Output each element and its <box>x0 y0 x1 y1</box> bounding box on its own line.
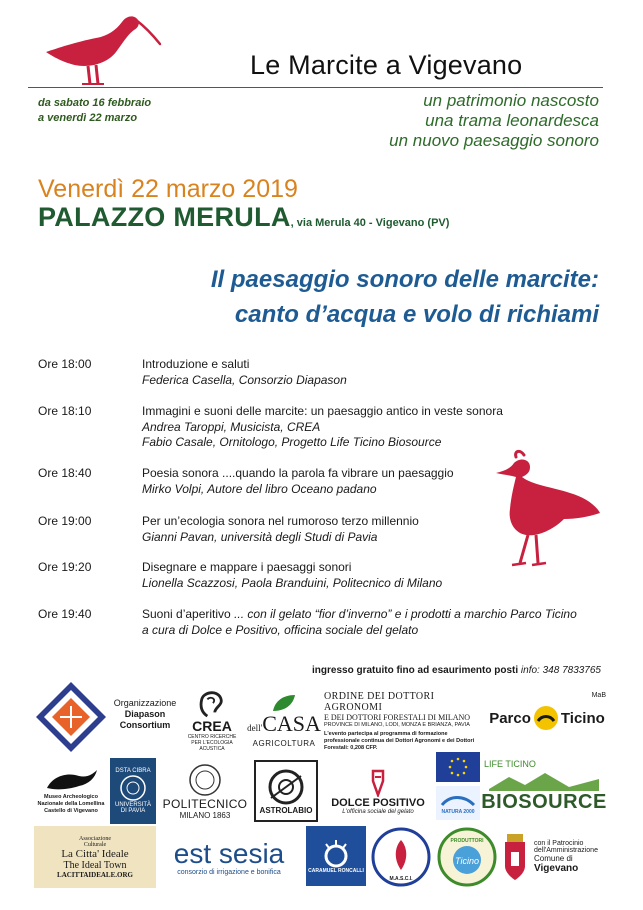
program-time: Ore 18:10 <box>38 404 92 418</box>
diapason-diamond-icon <box>34 680 108 754</box>
casa-sub: AGRICOLTURA <box>252 738 316 748</box>
subtitle-line-1: Il paesaggio sonoro delle marcite: <box>210 266 599 293</box>
diapason-organizer <box>110 693 180 735</box>
patronage-line-3: Comune di <box>534 854 573 863</box>
program-speaker: Mirko Volpi, Autore del libro Oceano padano <box>142 482 377 496</box>
university-seal-icon <box>119 774 147 802</box>
dolce-tagline: L'officina sociale del gelato <box>342 809 414 815</box>
venue-address: , via Merula 40 - Vigevano (PV) <box>290 217 450 229</box>
program-title: Immagini e suoni delle marcite: un paesaggio antico in veste sonora <box>142 404 503 418</box>
program-speaker: a cura di Dolce e Positivo, officina sociale del gelato <box>142 623 419 637</box>
mab-label: MaB <box>591 692 606 699</box>
program-title-extra: ... con il gelato “fior d’inverno” e i prodotti a marchio Parco Ticino <box>230 607 577 621</box>
program-title: Disegnare e mappare i paesaggi sonori <box>142 560 352 574</box>
life-ticino-biosource-logo <box>481 752 607 820</box>
page-title: Le Marcite a Vigevano <box>250 50 523 80</box>
program-time: Ore 19:00 <box>38 514 92 528</box>
est-sesia-tagline: consorzio di irrigazione e bonifica <box>177 868 281 876</box>
eu-flag-logo <box>436 752 480 782</box>
astrolabio-logo <box>254 760 318 822</box>
ordine-note: L'evento partecipa al programma di formazione professionale continua dei Dottori Agronomi e dei Dottori Forestali: 0,208 CFP. <box>324 730 475 751</box>
ordine-line-3: PROVINCE DI MILANO, LODI, MONZA E BRIANZA, PAVIA <box>324 721 470 728</box>
unipv-name-1: UNIVERSITÀ <box>114 802 151 808</box>
citta-line-4: The Ideal Town <box>63 859 127 871</box>
citta-line-1: Associazione <box>79 835 111 842</box>
program-speaker: Fabio Casale, Ornitologo, Progetto Life Ticino Biosource <box>142 435 442 449</box>
masci-logo <box>370 826 432 888</box>
leaf-icon <box>269 693 299 713</box>
polimi-year: MILANO 1863 <box>179 810 231 820</box>
tagline-line-3: un nuovo paesaggio sonoro <box>389 131 599 150</box>
citta-ideale-logo <box>34 826 156 888</box>
casa-agricoltura-logo <box>246 690 322 750</box>
citta-line-3: La Citta' Ideale <box>61 847 129 860</box>
citta-line-2: Culturale <box>83 841 107 848</box>
venue-line <box>38 202 449 233</box>
patronage-city: Vigevano <box>534 863 579 874</box>
lapwing-bird-illustration <box>480 445 605 575</box>
consorzio-label: PRODUTTORI <box>450 838 484 844</box>
program-title-main: Suoni d’aperitivo <box>142 607 231 621</box>
program-time: Ore 18:40 <box>38 466 92 480</box>
crea-subtitle: CENTRO RICERCHE PER L'ECOLOGIA ACUSTICA <box>187 734 237 752</box>
venue-name: PALAZZO MERULA <box>38 202 291 232</box>
program-speaker: Lionella Scazzosi, Paola Branduini, Politecnico di Milano <box>142 576 443 590</box>
program-title: Poesia sonora ....quando la parola fa vibrare un paesaggio <box>142 466 454 480</box>
tagline-line-1: un patrimonio nascosto <box>423 91 599 110</box>
parco-word: Parco <box>489 709 531 727</box>
program-speaker: Federica Casella, Consorzio Diapason <box>142 373 347 387</box>
museo-line-2: Nazionale della Lomellina <box>37 800 105 807</box>
entry-free: ingresso gratuito fino ad esaurimento posti <box>312 665 519 676</box>
natura-label: NATURA 2000 <box>441 809 475 815</box>
program-speaker: Andrea Taroppi, Musicista, CREA <box>142 420 321 434</box>
museo-line-3: Castello di Vigevano <box>44 807 98 814</box>
program-speaker: Gianni Pavan, università degli Studi di Pavia <box>142 530 378 544</box>
caramuel-logo <box>306 826 366 886</box>
est-sesia-logo <box>158 828 300 886</box>
caramuel-name: CARAMUEL RONCALLI <box>308 868 364 874</box>
ordine-line-2: E DEI DOTTORI FORESTALI DI MILANO <box>324 712 471 722</box>
masci-label: M.A.S.C.I. <box>389 876 413 882</box>
natura-icon <box>440 791 476 809</box>
polimi-seal-icon <box>188 763 222 797</box>
tagline-line-2: una trama leonardesca <box>425 111 599 130</box>
ear-icon <box>195 690 229 718</box>
biosource-name: BIOSOURCE <box>481 790 607 813</box>
organizer-name: Diapason <box>124 708 166 719</box>
museo-line-1: Museo Archeologico <box>44 793 98 800</box>
program-time: Ore 19:40 <box>38 607 92 621</box>
program-title: Per un’ecologia sonora nel rumoroso terzo millennio <box>142 514 419 528</box>
city-crest-icon <box>501 832 529 882</box>
unipv-name-2: DI PAVIA <box>120 808 146 814</box>
consorzio-ticino: Ticino <box>455 856 479 866</box>
crea-logo <box>182 690 242 752</box>
landscape-icon <box>489 769 599 791</box>
citta-url: LACITTAIDEALE.ORG <box>57 870 133 879</box>
ticino-word: Ticino <box>560 709 605 727</box>
museo-logo <box>34 760 108 820</box>
date-range-end: a venerdì 22 marzo <box>38 112 138 124</box>
bird-silhouette-icon <box>43 766 99 794</box>
casa-prefix: dell' <box>247 722 263 733</box>
patronage-line-1: con il Patrocinio <box>534 840 584 847</box>
program-time: Ore 19:20 <box>38 560 92 574</box>
dolce-name: DOLCE POSITIVO <box>331 797 425 809</box>
patronage-line-2: dell'Amministrazione <box>534 847 598 854</box>
organizer-name-2: Consortium <box>119 719 171 730</box>
casa-main: CASA <box>262 710 321 736</box>
date-range <box>38 96 151 126</box>
gear-icon <box>318 838 354 868</box>
consorzio-produttori-logo <box>436 826 498 888</box>
astrolabio-name: ASTROLABIO <box>259 805 313 815</box>
entry-phone: info: 348 7833765 <box>520 665 601 676</box>
astrolabe-icon <box>265 768 307 806</box>
program-title <box>142 607 577 621</box>
dolce-positivo-logo <box>328 760 428 822</box>
subtitle-line-2: canto d’acqua e volo di richiami <box>234 301 599 328</box>
gelato-icon <box>367 767 389 797</box>
event-subtitle <box>211 262 599 332</box>
comune-vigevano-patronage <box>534 832 610 882</box>
crea-name: CREA <box>192 718 232 734</box>
natura-2000-logo <box>436 786 480 820</box>
parco-ticino-logo <box>486 690 608 746</box>
program-title: Introduzione e saluti <box>142 357 250 371</box>
entry-info <box>312 665 601 676</box>
casa-word <box>247 710 321 739</box>
unipv-dept: DSTA CIBRA <box>115 768 151 774</box>
organizer-label: Organizzazione <box>113 697 177 708</box>
parco-emblem-icon <box>533 705 559 731</box>
eu-stars-icon <box>443 755 473 779</box>
curlew-bird-illustration <box>38 8 163 88</box>
tagline <box>389 91 599 151</box>
event-date: Venerdì 22 marzo 2019 <box>38 175 298 203</box>
ordine-agronomi-logo <box>324 692 484 750</box>
diapason-logo <box>34 680 108 754</box>
polimi-logo <box>160 758 250 824</box>
title-divider <box>28 87 603 88</box>
program-time: Ore 18:00 <box>38 357 92 371</box>
comune-vigevano-crest <box>500 828 530 886</box>
life-ticino-label: LIFE TICINO <box>484 758 536 769</box>
est-sesia-name: est sesia <box>173 837 285 869</box>
polimi-name: POLITECNICO <box>162 796 248 811</box>
ordine-line-1: ORDINE DEI DOTTORI AGRONOMI <box>324 690 435 713</box>
date-range-start: da sabato 16 febbraio <box>38 97 152 109</box>
unipv-logo <box>110 758 156 824</box>
